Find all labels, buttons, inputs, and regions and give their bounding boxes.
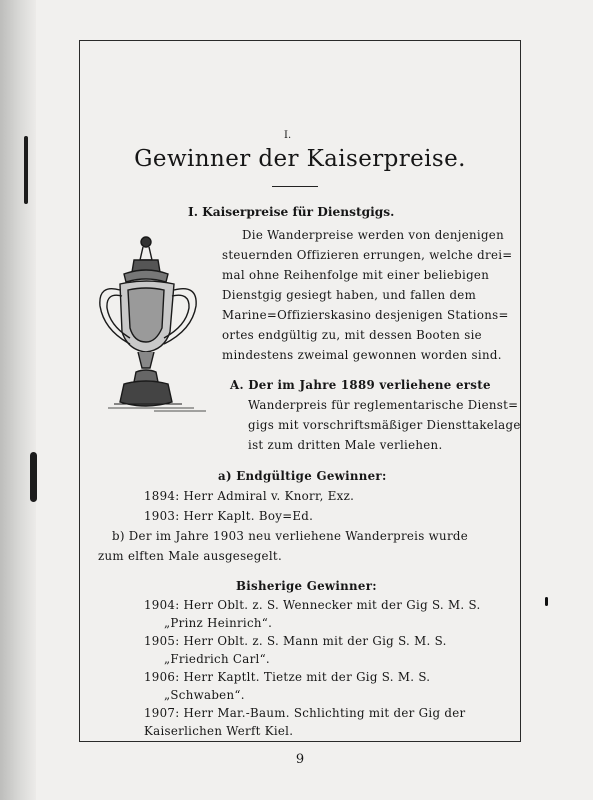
page-title: Gewinner der Kaiserpreise. (134, 146, 466, 172)
book-spine-shadow (0, 0, 36, 800)
text-line: Dienstgig gesiegt haben, und fallen dem (222, 288, 477, 302)
winner-entry: „Schwaben“. (164, 688, 245, 702)
trophy-cup-icon (94, 232, 210, 414)
winner-entry: „Friedrich Carl“. (164, 652, 270, 666)
winner-entry: 1903: Herr Kaplt. Boy=Ed. (144, 509, 314, 523)
binding-mark (30, 452, 37, 502)
winner-entry: 1907: Herr Mar.-Baum. Schlichting mit der Gig der (144, 706, 466, 720)
subheading: I. Kaiserpreise für Dienstgigs. (188, 205, 395, 219)
winner-entry: „Prinz Heinrich“. (164, 616, 273, 630)
text-line: b) Der im Jahre 1903 neu verliehene Wanderpreis wurde (112, 529, 469, 543)
winner-entry: Kaiserlichen Werft Kiel. (144, 724, 294, 738)
final-winners-heading: a) Endgültige Gewinner: (218, 469, 387, 483)
binding-mark (24, 136, 28, 204)
text-line: Wanderpreis für reglementarische Dienst= (248, 398, 519, 412)
title-divider (272, 186, 318, 187)
text-line: zum elften Male ausgesegelt. (98, 549, 283, 563)
text-line: steuernden Offizieren errungen, welche drei= (222, 248, 513, 262)
page-number: 9 (295, 752, 305, 767)
winner-entry: 1894: Herr Admiral v. Knorr, Exz. (144, 489, 355, 503)
text-line: mal ohne Reihenfolge mit einer beliebigen (222, 268, 490, 282)
winner-entry: 1905: Herr Oblt. z. S. Mann mit der Gig S. M. S. (144, 634, 447, 648)
text-line: Die Wanderpreise werden von denjenigen (242, 228, 504, 242)
section-a-heading: A. Der im Jahre 1889 verliehene erste (230, 378, 491, 392)
text-line: mindestens zweimal gewonnen worden sind. (222, 348, 502, 362)
winner-entry: 1904: Herr Oblt. z. S. Wennecker mit der Gig S. M. S. (144, 598, 481, 612)
ink-speck (545, 597, 548, 606)
previous-winners-heading: Bisherige Gewinner: (236, 579, 377, 593)
text-line: ist zum dritten Male verliehen. (248, 438, 443, 452)
text-line: ortes endgültig zu, mit dessen Booten sie (222, 328, 482, 342)
section-number: I. (284, 130, 292, 141)
winner-entry: 1906: Herr Kaptlt. Tietze mit der Gig S. M. S. (144, 670, 431, 684)
text-line: Marine=Offizierskasino desjenigen Stations= (222, 308, 509, 322)
text-line: gigs mit vorschriftsmäßiger Diensttakelage (248, 418, 521, 432)
